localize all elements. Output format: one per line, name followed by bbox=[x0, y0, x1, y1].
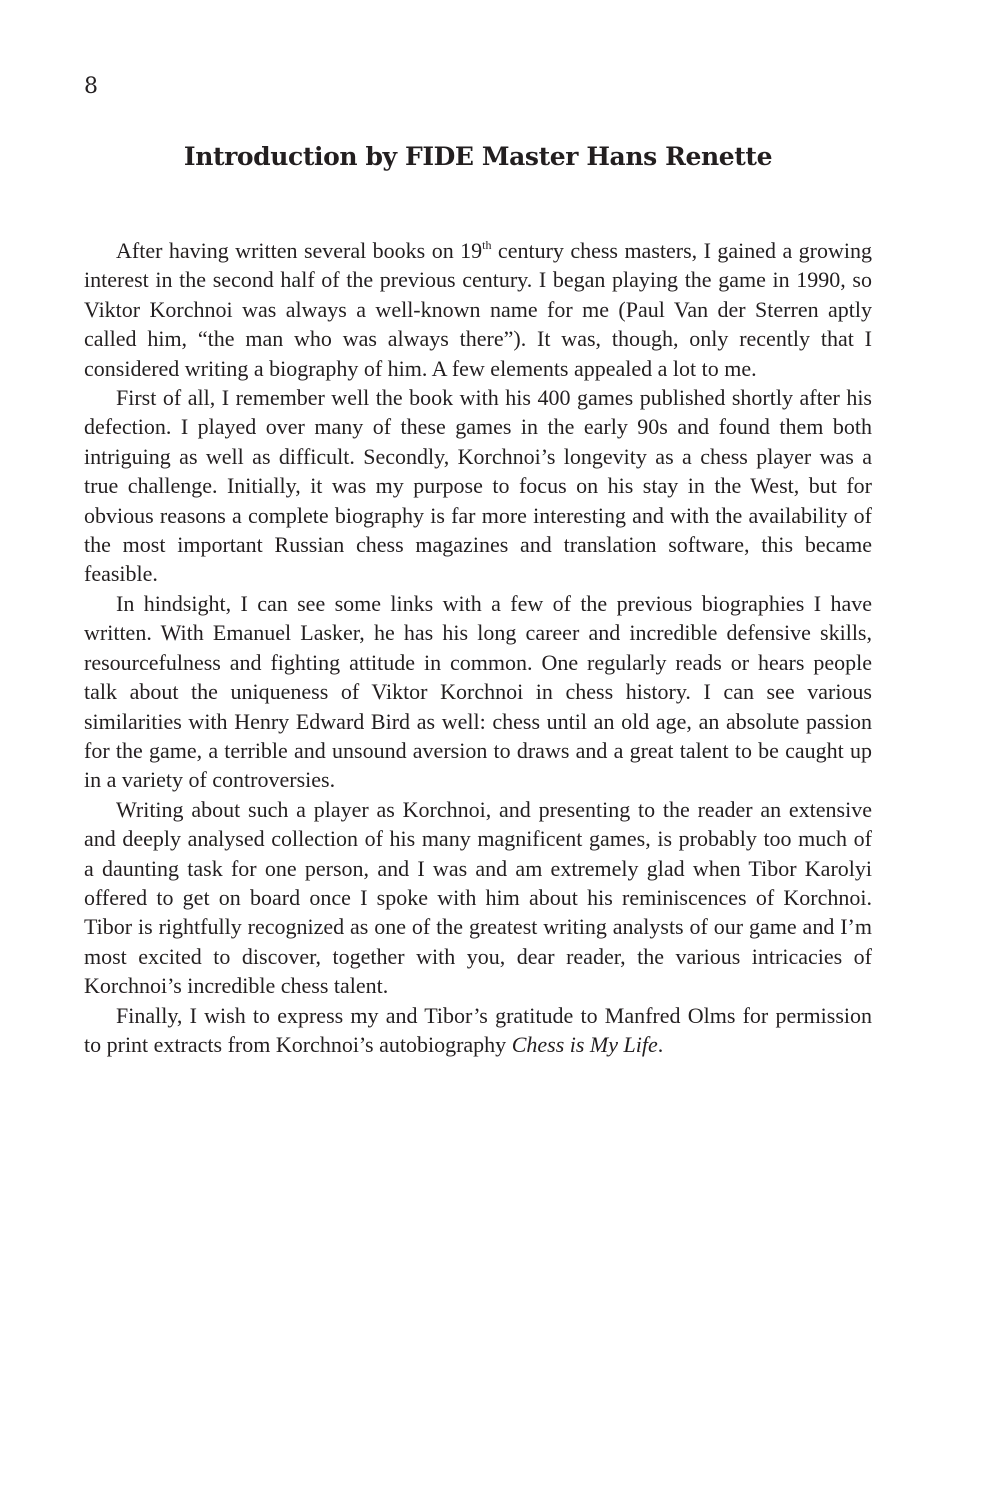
page-number: 8 bbox=[84, 74, 98, 99]
paragraph-5-text-end: . bbox=[657, 1031, 664, 1057]
chapter-title: Introduction by FIDE Master Hans Renette bbox=[183, 142, 773, 171]
paragraph-1-text-end: century chess masters, I gained a growing interest in the second half of the previous century. I began playing the game in 1990, so Viktor Korchnoi was always a well-known name for me (Paul Van der Sterren aptly called him, “the man who was always there”). It was, though, only recently that I considered writing a biography of him. A few elements appealed a lot to me. bbox=[84, 238, 872, 381]
body-text bbox=[84, 236, 872, 1059]
paragraph-4: Writing about such a player as Korchnoi, and presenting to the reader an extensive and deeply analysed collection of his many magnificent games, is probably too much of a daunting task for one person, and I was and am extremely glad when Tibor Karolyi offered to get on board once I spoke with him about his reminiscences of Korchnoi. Tibor is rightfully recognized as one of the greatest writing analysts of our game and I’m most excited to discover, together with you, dear reader, the various intricacies of Korchnoi’s incredible chess talent. bbox=[84, 796, 872, 999]
paragraph-2: First of all, I remember well the book with his 400 games published shortly after his defection. I played over many of these games in the early 90s and found them both intriguing as well as difficult. Secondly, Korchnoi’s longevity as a chess player was a true challenge. Initially, it was my purpose to focus on his stay in the West, but for obvious reasons a complete biography is far more interesting and with the availability of the most important Russian chess magazines and translation software, this became feasible. bbox=[84, 385, 872, 587]
paragraph-1-text-start: After having written several books on 19 bbox=[116, 238, 483, 263]
paragraph-3: In hindsight, I can see some links with a few of the previous biographies I have written. With Emanuel Lasker, he has his long career and incredible defensive skills, resourcefulness and fighting attitude in common. One regularly reads or hears people talk about the uniqueness of Viktor Korchnoi in chess history. I can see various similarities with Henry Edward Bird as well: chess until an old age, an absolute passion for the game, a terrible and unsound aversion to draws and a great talent to be caught up in a variety of controversies. bbox=[84, 590, 872, 793]
paragraph-5 bbox=[84, 1001, 872, 1060]
paragraph-1 bbox=[84, 236, 872, 383]
book-title: Chess is My Life bbox=[511, 1031, 658, 1057]
paragraph-5-text-start: Finally, I wish to express my and Tibor’s gratitude to Manfred Olms for permission to print extracts from Korchnoi’s autobiography bbox=[84, 1002, 872, 1057]
ordinal-superscript: th bbox=[482, 238, 492, 252]
